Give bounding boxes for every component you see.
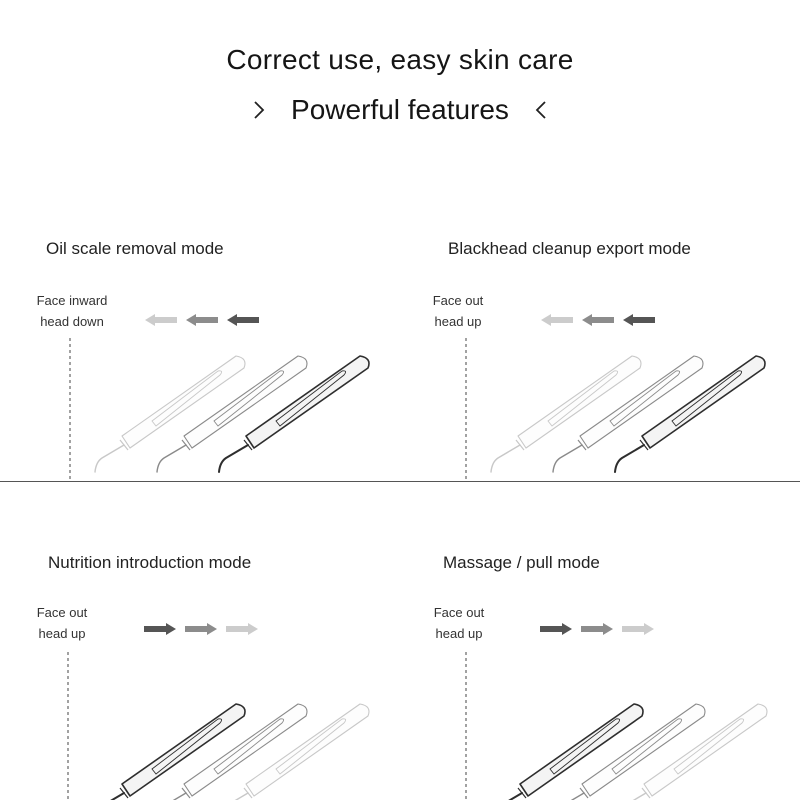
hint-line-2: head down: [40, 314, 104, 329]
hint-line-1: Face inward: [36, 293, 108, 308]
mode-title: Oil scale removal mode: [46, 239, 224, 258]
arrow-right-icon: [144, 623, 176, 635]
arrow-right-icon: [540, 623, 572, 635]
tools: [491, 356, 765, 472]
page-title: Correct use, easy skin care: [226, 44, 574, 75]
header: [0, 0, 800, 140]
arrows-right: [540, 623, 654, 635]
mode-title: Nutrition introduction mode: [48, 553, 252, 572]
arrows-right: [144, 623, 258, 635]
extractor-tool-icon: [493, 704, 643, 800]
mode-title: Massage / pull mode: [443, 553, 600, 572]
arrows-left: [145, 314, 259, 326]
panel-illustration: [400, 480, 800, 800]
hint-line-2: head up: [435, 626, 483, 641]
panel-illustration: [400, 160, 800, 480]
arrow-left-icon: [623, 314, 655, 326]
panel-oil-scale-removal: [0, 160, 400, 480]
hint-line-2: head up: [434, 314, 482, 329]
tools: [493, 704, 767, 800]
panel-nutrition-introduction: [0, 480, 400, 800]
arrow-right-icon: [226, 623, 258, 635]
arrow-left-icon: [145, 314, 177, 326]
chevron-left-icon: [531, 99, 551, 121]
arrow-right-icon: [185, 623, 217, 635]
arrow-left-icon: [541, 314, 573, 326]
chevron-right-icon: [249, 99, 269, 121]
tools: [95, 704, 369, 800]
hint-line-1: Face out: [433, 605, 485, 620]
arrow-left-icon: [582, 314, 614, 326]
arrow-left-icon: [227, 314, 259, 326]
subtitle-row: [0, 92, 800, 128]
panel-blackhead-cleanup: [400, 160, 800, 480]
arrow-left-icon: [186, 314, 218, 326]
extractor-tool-icon: [95, 704, 245, 800]
panel-illustration: [0, 480, 400, 800]
hint-line-1: Face out: [432, 293, 484, 308]
panel-illustration: [0, 160, 400, 480]
arrows-left: [541, 314, 655, 326]
page-subtitle: Powerful features: [291, 94, 509, 125]
panel-massage-pull: [400, 480, 800, 800]
hint-line-2: head up: [38, 626, 86, 641]
arrow-right-icon: [622, 623, 654, 635]
hint-line-1: Face out: [36, 605, 88, 620]
mode-title: Blackhead cleanup export mode: [448, 239, 691, 258]
tools: [95, 356, 369, 472]
arrow-right-icon: [581, 623, 613, 635]
